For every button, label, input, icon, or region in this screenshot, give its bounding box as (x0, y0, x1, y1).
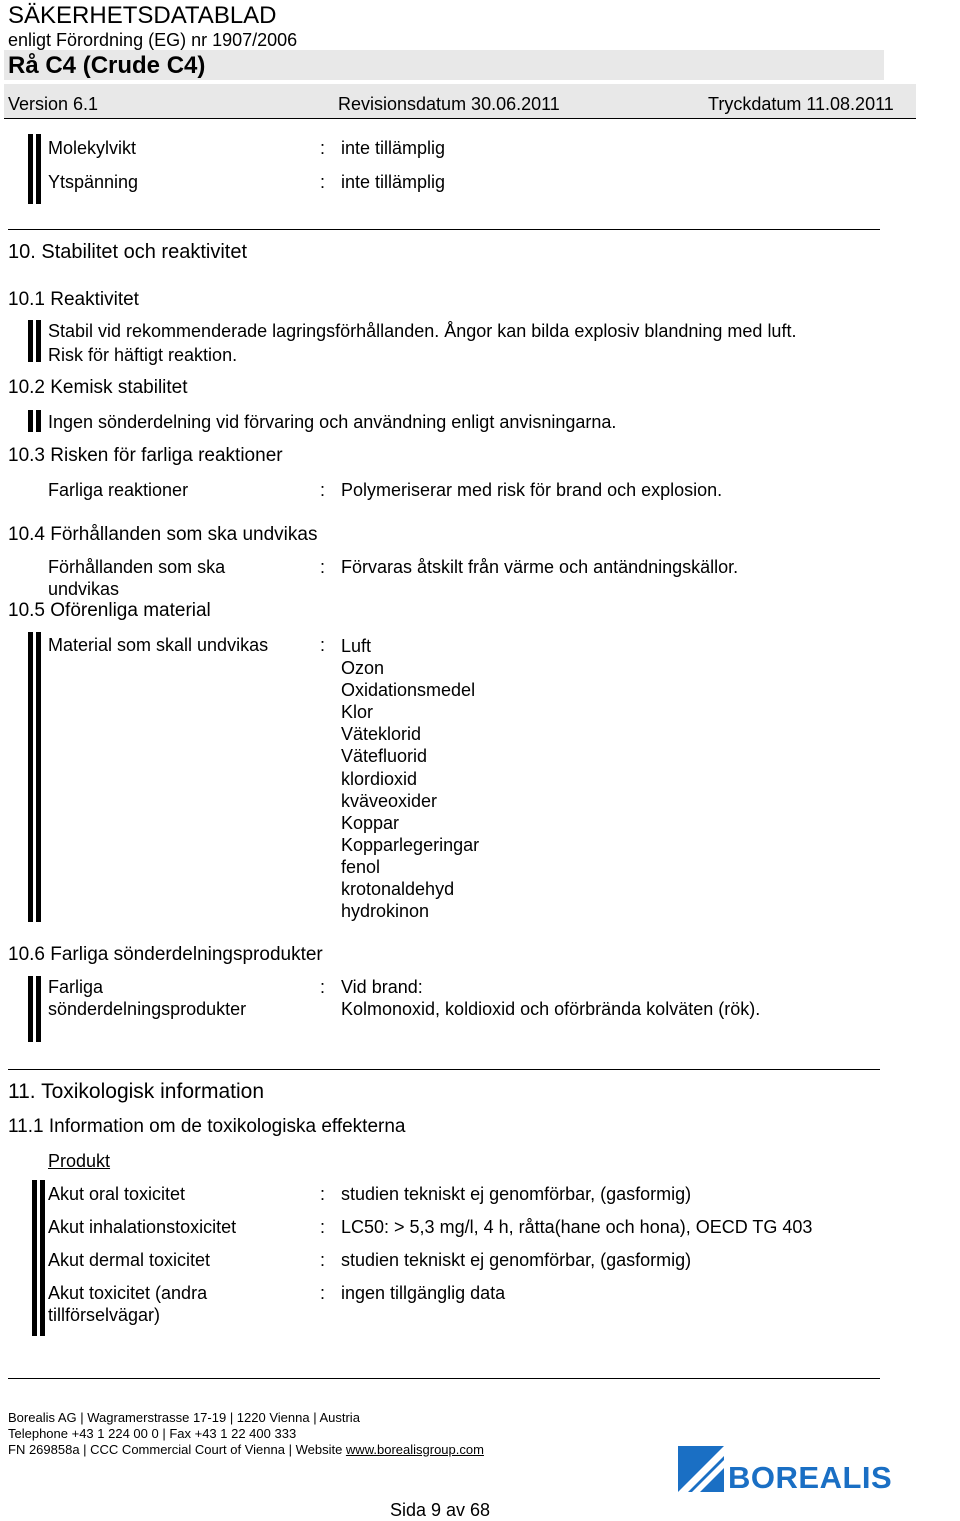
footer-divider (8, 1378, 880, 1379)
colon: : (320, 172, 326, 192)
decomp-value-2: Kolmonoxid, koldioxid och oförbrända kolväten (rök). (341, 999, 761, 1019)
change-bar (36, 320, 41, 362)
change-bar (36, 134, 41, 204)
product-name: Rå C4 (Crude C4) (8, 52, 206, 79)
prop-value: inte tillämplig (341, 138, 446, 158)
tox-label: Akut oral toxicitet (48, 1184, 186, 1204)
conditions-value: Förvaras åtskilt från värme och antändningskällor. (341, 557, 739, 577)
material-item: Koppar (341, 812, 400, 833)
footer-registry-text: FN 269858a | CCC Commercial Court of Vienna | Website (8, 1442, 346, 1457)
change-bar (32, 1180, 37, 1336)
decomp-value-1: Vid brand: (341, 977, 423, 997)
borealis-logo (678, 1446, 724, 1492)
subsection-10-4: 10.4 Förhållanden som ska undvikas (8, 524, 318, 545)
colon: : (320, 977, 326, 997)
subsection-10-5: 10.5 Oförenliga material (8, 600, 211, 621)
website-link[interactable]: www.borealisgroup.com (345, 1442, 484, 1457)
reactivity-text-2: Risk för häftigt reaktion. (48, 345, 238, 365)
colon: : (320, 1217, 326, 1237)
material-item: Kopparlegeringar (341, 834, 480, 855)
decomp-label-2: sönderdelningsprodukter (48, 999, 247, 1019)
version: Version 6.1 (8, 94, 99, 114)
prop-label: Molekylvikt (48, 138, 137, 158)
material-item: Vätefluorid (341, 746, 428, 767)
materials-list (341, 635, 479, 922)
change-bar (28, 134, 33, 204)
footer-address: Borealis AG | Wagramerstrasse 17-19 | 1220 Vienna | Austria (8, 1410, 360, 1425)
change-bar (36, 410, 41, 432)
subsection-10-1: 10.1 Reaktivitet (8, 289, 139, 310)
conditions-label-1: Förhållanden som ska (48, 557, 226, 577)
tox-label-2: tillförselvägar) (48, 1305, 161, 1325)
prop-value: inte tillämplig (341, 172, 446, 192)
change-bar (28, 410, 33, 432)
material-item: hydrokinon (341, 901, 430, 922)
footer-registry (8, 1442, 484, 1457)
subsection-11-1: 11.1 Information om de toxikologiska effekterna (8, 1116, 406, 1137)
borealis-logo-mark-icon (678, 1446, 724, 1492)
materials-label: Material som skall undvikas (48, 635, 269, 655)
subsection-10-3: 10.3 Risken för farliga reaktioner (8, 445, 283, 466)
material-item: Ozon (341, 658, 385, 679)
document-title: SÄKERHETSDATABLAD (8, 2, 277, 29)
section-10-title: 10. Stabilitet och reaktivitet (8, 241, 248, 263)
borealis-logo-text: BOREALIS (728, 1460, 893, 1495)
tox-value: LC50: > 5,3 mg/l, 4 h, råtta(hane och hona), OECD TG 403 (341, 1217, 813, 1237)
material-item: Oxidationsmedel (341, 680, 476, 701)
colon: : (320, 1283, 326, 1303)
change-bar (36, 632, 41, 922)
subsection-10-6: 10.6 Farliga sönderdelningsprodukter (8, 944, 323, 965)
reactivity-text-1: Stabil vid rekommenderade lagringsförhållanden. Ångor kan bilda explosiv blandning med luft. (48, 321, 797, 341)
change-bar (28, 320, 33, 362)
material-item: Väteklorid (341, 724, 422, 745)
section-divider (8, 1069, 880, 1070)
material-item: krotonaldehyd (341, 879, 455, 900)
tox-value: studien tekniskt ej genomförbar, (gasformig) (341, 1250, 692, 1270)
tox-label: Akut dermal toxicitet (48, 1250, 211, 1270)
material-item: kväveoxider (341, 790, 438, 811)
colon: : (320, 1184, 326, 1204)
decomp-label-1: Farliga (48, 977, 104, 997)
produkt-heading: Produkt (48, 1151, 111, 1171)
change-bar (40, 1180, 45, 1336)
tox-label: Akut inhalationstoxicitet (48, 1217, 237, 1237)
reactions-value: Polymeriserar med risk för brand och explosion. (341, 480, 723, 500)
change-bar (36, 976, 41, 1042)
colon: : (320, 138, 326, 158)
colon: : (320, 480, 326, 500)
print-date: Tryckdatum 11.08.2011 (708, 94, 894, 114)
material-item: Klor (341, 702, 374, 723)
section-11-title: 11. Toxikologisk information (8, 1080, 265, 1103)
section-divider (8, 229, 880, 230)
stability-text: Ingen sönderdelning vid förvaring och användning enligt anvisningarna. (48, 412, 617, 432)
material-item: klordioxid (341, 768, 418, 789)
colon: : (320, 1250, 326, 1270)
page-number: Sida 9 av 68 (390, 1500, 491, 1520)
colon: : (320, 635, 326, 655)
reactions-label: Farliga reaktioner (48, 480, 189, 500)
change-bar (28, 632, 33, 922)
revision-date: Revisionsdatum 30.06.2011 (338, 94, 560, 114)
footer-phone: Telephone +43 1 224 00 0 | Fax +43 1 22 400 333 (8, 1426, 297, 1441)
material-item: fenol (341, 856, 381, 877)
subsection-10-2: 10.2 Kemisk stabilitet (8, 377, 188, 398)
prop-label: Ytspänning (48, 172, 139, 192)
material-item: Luft (341, 636, 372, 656)
tox-value: studien tekniskt ej genomförbar, (gasformig) (341, 1184, 692, 1204)
change-bar (28, 976, 33, 1042)
tox-label-1: Akut toxicitet (andra (48, 1283, 208, 1303)
colon: : (320, 557, 326, 577)
conditions-label-2: undvikas (48, 579, 120, 599)
regulation-text: enligt Förordning (EG) nr 1907/2006 (8, 30, 298, 50)
tox-value: ingen tillgänglig data (341, 1283, 506, 1303)
